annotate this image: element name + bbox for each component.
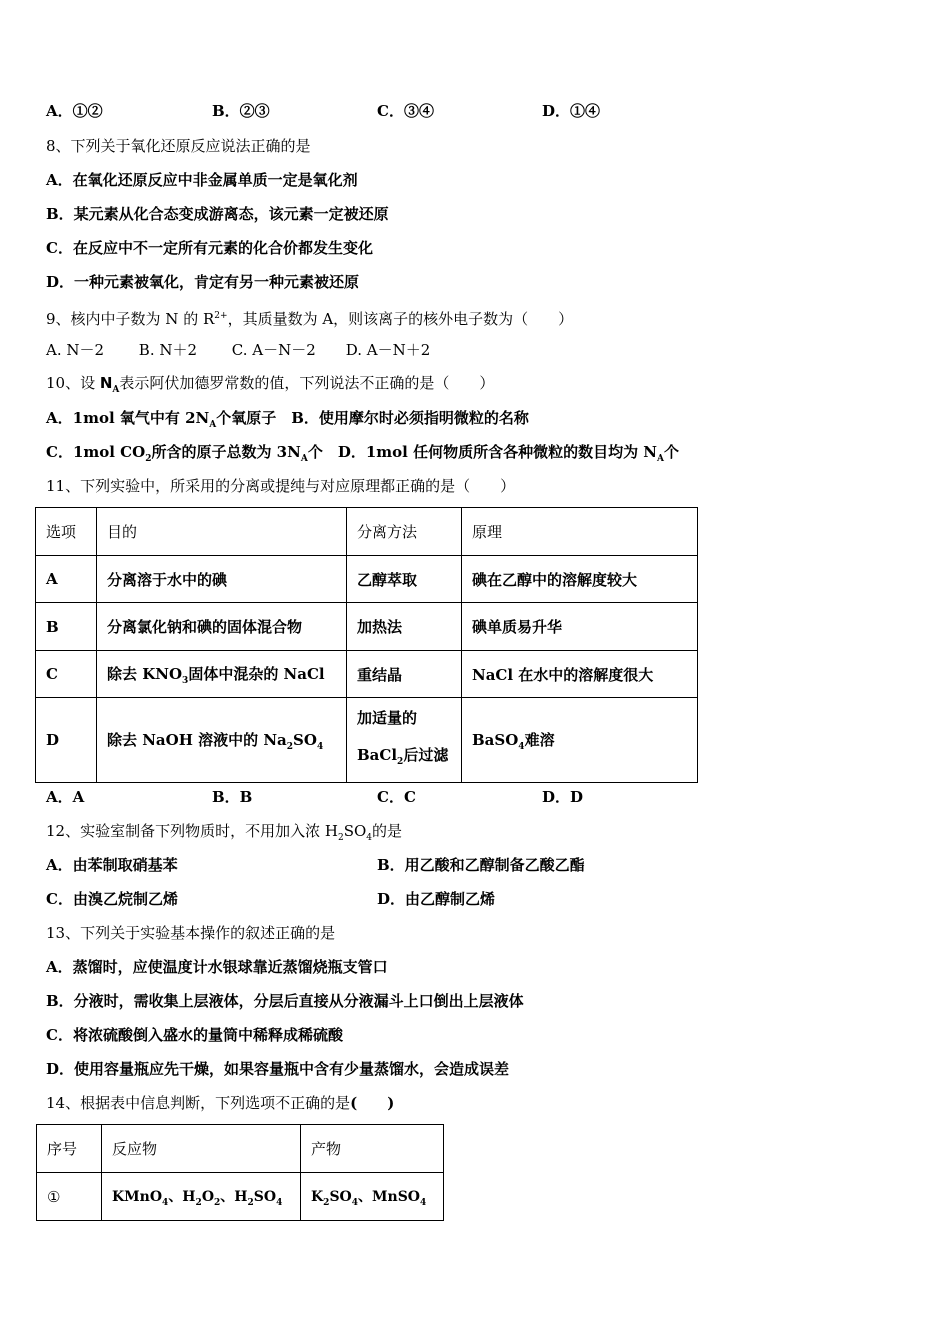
q11-option-b: B．B <box>212 788 253 806</box>
q11-table <box>35 507 698 783</box>
table-header: 产物 <box>301 1125 444 1173</box>
table-row <box>36 556 698 603</box>
q11-stem: 11、下列实验中，所采用的分离或提纯与对应原理都正确的是（ ） <box>46 477 516 495</box>
table-cell: NaCl 在水中的溶解度很大 <box>462 651 698 698</box>
q12-stem: 12、实验室制备下列物质时，不用加入浓 $H_2SO_4$的是 <box>46 822 403 843</box>
table-header: 目的 <box>97 508 347 556</box>
q12-option-b: B．用乙酸和乙醇制备乙酸乙酯 <box>377 856 585 874</box>
q14-stem: 14、根据表中信息判断，下列选项不正确的是( ) <box>46 1094 395 1112</box>
table-cell: 分离溶于水中的碘 <box>97 556 347 603</box>
table-cell: 加适量的 BaCl$_2$后过滤 <box>347 698 462 783</box>
table-cell: D <box>36 698 97 783</box>
q8-option-b: B．某元素从化合态变成游离态，该元素一定被还原 <box>46 205 389 223</box>
q14-table <box>36 1124 444 1221</box>
table-header-row <box>36 508 698 556</box>
table-cell: 除去 $KNO_3$固体中混杂的 NaCl <box>97 651 347 698</box>
table-cell: B <box>36 603 97 651</box>
table-cell: 分离氯化钠和碘的固体混合物 <box>97 603 347 651</box>
table-cell: KMnO$_4$、$H_2O_2$、$H_2SO_4$ <box>102 1173 301 1221</box>
q12-options-cd <box>46 889 746 909</box>
q10-options-cd <box>46 442 679 469</box>
table-cell: ① <box>37 1173 102 1221</box>
q12-options-ab <box>46 855 746 875</box>
table-row <box>36 698 698 783</box>
q11-option-c: C．C <box>377 788 416 806</box>
table-cell: 重结晶 <box>347 651 462 698</box>
q10-stem: 10、设 $N_A$表示阿伏加德罗常数的值，下列说法不正确的是（ ） <box>46 374 495 395</box>
q7-option-c: C．③④ <box>377 102 434 120</box>
table-cell: BaSO$_4$难溶 <box>462 698 698 783</box>
table-cell: A <box>36 556 97 603</box>
q13-option-d: D．使用容量瓶应先干燥，如果容量瓶中含有少量蒸馏水，会造成误差 <box>46 1060 510 1078</box>
table-header-row <box>37 1125 444 1173</box>
q10-options-ab <box>46 408 529 435</box>
table-cell: 除去 NaOH 溶液中的 $Na_2SO_4$ <box>97 698 347 783</box>
q12-option-d: D．由乙醇制乙烯 <box>377 890 496 908</box>
table-cell: $K_2SO_4$、MnSO$_4$ <box>301 1173 444 1221</box>
table-header: 序号 <box>37 1125 102 1173</box>
q9-options: A. N－2 B. N＋2 C. A－N－2 D. A－N＋2 <box>46 341 431 359</box>
table-header: 选项 <box>36 508 97 556</box>
q10-option-a: A．1mol 氧气中有 $2N_A$个氧原子 <box>46 409 292 430</box>
q11-option-d: D．D <box>542 788 584 806</box>
q7-option-b: B．②③ <box>212 102 270 120</box>
q10-option-d: D．1mol 任何物质所含各种微粒的数目均为 $N_A$个 <box>337 443 680 464</box>
q7-option-d: D．①④ <box>542 102 601 120</box>
q13-option-c: C．将浓硫酸倒入盛水的量筒中稀释成稀硫酸 <box>46 1026 343 1044</box>
q11-option-a: A．A <box>46 788 85 806</box>
table-cell: 碘单质易升华 <box>462 603 698 651</box>
table-header: 原理 <box>462 508 698 556</box>
q8-option-a: A．在氧化还原反应中非金属单质一定是氧化剂 <box>46 171 358 189</box>
table-cell: 乙醇萃取 <box>347 556 462 603</box>
q12-option-c: C．由溴乙烷制乙烯 <box>46 890 178 908</box>
table-row <box>37 1173 444 1221</box>
q13-option-b: B．分液时，需收集上层液体，分层后直接从分液漏斗上口倒出上层液体 <box>46 992 524 1010</box>
table-row <box>36 651 698 698</box>
q7-option-a: A．①② <box>46 102 103 120</box>
q13-stem: 13、下列关于实验基本操作的叙述正确的是 <box>46 924 336 942</box>
table-header: 反应物 <box>102 1125 301 1173</box>
table-header: 分离方法 <box>347 508 462 556</box>
q10-option-b: B．使用摩尔时必须指明微粒的名称 <box>291 409 529 427</box>
q8-option-d: D．一种元素被氧化，肯定有另一种元素被还原 <box>46 273 360 291</box>
table-cell: 加热法 <box>347 603 462 651</box>
q11-options <box>46 787 746 807</box>
q12-option-a: A．由苯制取硝基苯 <box>46 856 178 874</box>
q8-stem: 8、下列关于氧化还原反应说法正确的是 <box>46 137 311 155</box>
table-cell: C <box>36 651 97 698</box>
table-row <box>36 603 698 651</box>
q9-stem: 9、核内中子数为 N 的 $R^{2+}$，其质量数为 A，则该离子的核外电子数为（ ） <box>46 310 574 328</box>
table-cell: 碘在乙醇中的溶解度较大 <box>462 556 698 603</box>
q7-options <box>46 101 746 121</box>
q13-option-a: A．蒸馏时，应使温度计水银球靠近蒸馏烧瓶支管口 <box>46 958 388 976</box>
q8-option-c: C．在反应中不一定所有元素的化合价都发生变化 <box>46 239 373 257</box>
q10-option-c: C．1mol $CO_2$所含的原子总数为 $3N_A$个 <box>46 443 338 464</box>
